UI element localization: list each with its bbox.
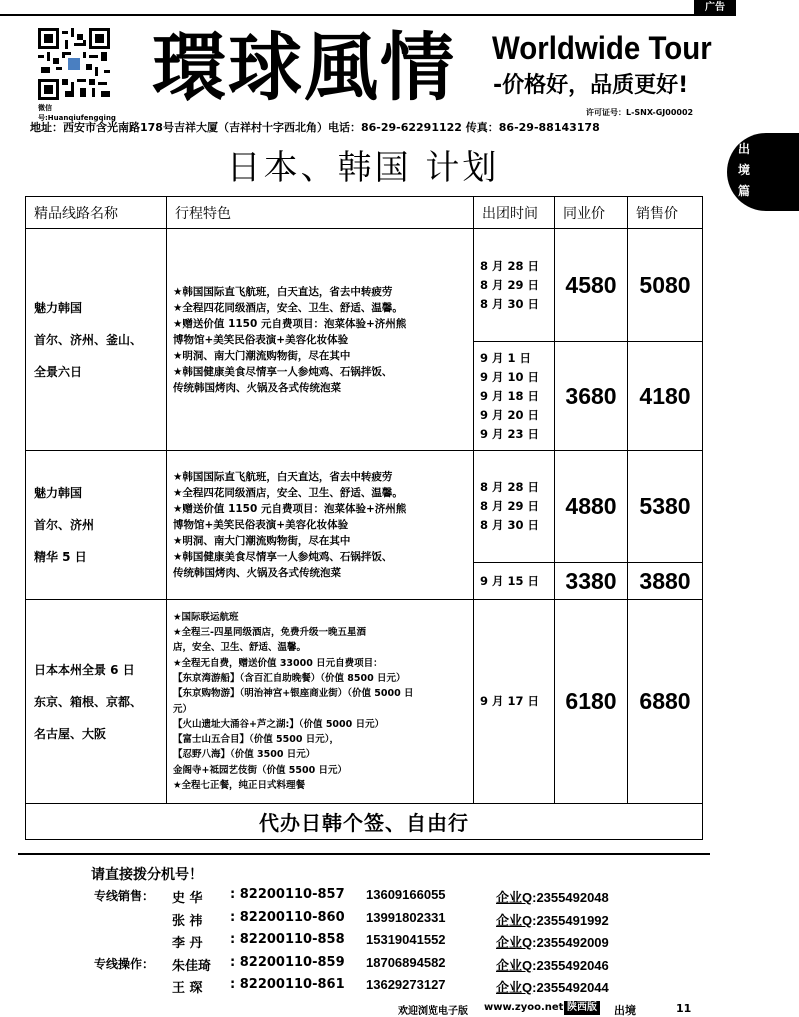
route-price-table — [25, 196, 703, 840]
contact-extension[interactable]: : 82200110-857 — [230, 887, 345, 902]
trade-price: 3380 — [555, 563, 628, 600]
departure-dates: 9 月 1 日 9 月 10 日 9 月 18 日 9 月 20 日 9 月 23 日 — [474, 342, 555, 451]
contacts-title: 请直接拨分机号！ — [91, 867, 203, 883]
contact-extension[interactable]: : 82200110-860 — [230, 909, 345, 925]
contact-qq[interactable]: 企业Q:2355492046 — [496, 957, 609, 973]
trade-price: 3680 — [555, 342, 628, 451]
qr-code-icon — [38, 28, 110, 100]
wechat-id: 微信号:Huanqiufengqing — [38, 104, 116, 122]
contact-qq[interactable]: 企业Q:2355492044 — [496, 980, 609, 995]
trade-price: 4580 — [555, 229, 628, 342]
sale-price: 4180 — [628, 342, 703, 451]
contact-mobile[interactable]: 13629273127 — [366, 977, 446, 992]
trade-price: 4880 — [555, 451, 628, 563]
departure-dates: 9 月 15 日 — [474, 563, 555, 600]
page-number: 11 — [676, 1002, 692, 1015]
contact-role: 专线操作： — [94, 956, 155, 971]
brand-english-name: Worldwide Tour — [492, 30, 712, 66]
header-trade-price: 同业价 — [555, 197, 628, 229]
contact-qq[interactable]: 企业Q:2355491992 — [496, 912, 609, 928]
slogan: -价格好，品质更好! — [493, 73, 689, 98]
contact-name: 王 琛 — [172, 981, 203, 996]
sale-price: 6880 — [628, 600, 703, 804]
section-tab — [727, 133, 799, 211]
route-features: ★国际联运航班 ★全程三-四星同级酒店，免费升级一晚五星酒 店，安全、卫生、舒适、温馨。 ★全程无自费，赠送价值 33000 日元自费项目： 【东京湾游船】（含百汇自助晚餐）（价值 8500 日元） 【东京购物游】（明治神宫+银座商业街）（价值 5000 日 元） 【火山遗址大涌谷+芦之湖:】（价值 5000 日元） 【富士山五合目】（价值 5500 日元）， 【忍野八海】（价值 3500 日元） 金阁寺+祗园艺伎街（价值 5500 日元） ★全程七正餐，纯正日式料理餐 — [167, 600, 474, 804]
contact-mobile[interactable]: 18706894582 — [366, 954, 446, 970]
section-divider — [18, 853, 710, 855]
trade-price: 6180 — [555, 600, 628, 804]
brand-name: 環球風情 — [152, 25, 456, 111]
header-route-name: 精品线路名称 — [26, 197, 167, 229]
contact-name: 李 丹 — [172, 936, 203, 951]
section-tab-label: 出 境 篇 — [737, 142, 750, 198]
sale-price: 3880 — [628, 563, 703, 600]
route-name: 魅力韩国 首尔、济州、釜山、 全景六日 — [26, 229, 167, 451]
sale-price: 5380 — [628, 451, 703, 563]
contact-mobile[interactable]: 15319041552 — [366, 932, 446, 947]
license-number: 许可证号：L-SNX-GJ00002 — [586, 108, 694, 117]
sale-price: 5080 — [628, 229, 703, 342]
departure-dates: 8 月 28 日 8 月 29 日 8 月 30 日 — [474, 451, 555, 563]
contact-qq[interactable]: 企业Q:2355492048 — [496, 890, 609, 905]
footer-browse-text: 欢迎浏览电子版 — [398, 1006, 468, 1017]
header-departure-date: 出团时间 — [474, 197, 555, 229]
route-features: ★韩国国际直飞航班，白天直达，省去中转疲劳 ★全程四花同级酒店，安全、卫生、舒适、温馨。 ★赠送价值 1150 元自费项目：泡菜体验+济州熊 博物馆+美笑民俗表演+美容化妆体验 ★明洞、南大门潮流购物街，尽在其中 ★韩国健康美食尽情享一人参炖鸡、石锅拌饭、 传统韩国烤肉、火锅及各式传统泡菜 — [167, 451, 474, 600]
visa-service-note: 代办日韩个签、自由行 — [26, 804, 703, 840]
departure-dates: 8 月 28 日 8 月 29 日 8 月 30 日 — [474, 229, 555, 342]
contact-mobile[interactable]: 13991802331 — [366, 909, 446, 925]
page-footer — [0, 1000, 799, 1017]
contact-extension[interactable]: : 82200110-858 — [230, 932, 345, 947]
contact-name: 史 华 — [172, 891, 203, 906]
contact-extension[interactable]: : 82200110-861 — [230, 977, 345, 992]
address-line: 地址：西安市含光南路178号吉祥大厦（吉祥村十字西北角）电话：86-29-62291122 传真：86-29-88143178 — [30, 121, 600, 134]
edition-badge: 陕西版 — [564, 1001, 600, 1015]
contact-role: 专线销售： — [94, 889, 155, 903]
table-row — [26, 600, 703, 804]
top-rule — [0, 14, 736, 16]
plan-title: 日本、韩国 计划 — [226, 148, 500, 188]
table-header-row — [26, 197, 703, 229]
contact-name: 朱佳琦 — [172, 958, 212, 974]
table-row — [26, 229, 703, 342]
route-name: 日本本州全景 6 日 东京、箱根、京都、 名古屋、大阪 — [26, 600, 167, 804]
route-name: 魅力韩国 首尔、济州 精华 5 日 — [26, 451, 167, 600]
footer-section-name: 出境 — [614, 1004, 636, 1017]
contact-qq[interactable]: 企业Q:2355492009 — [496, 935, 609, 950]
contact-extension[interactable]: : 82200110-859 — [230, 954, 345, 970]
departure-dates: 9 月 17 日 — [474, 600, 555, 804]
ad-tag: 广告 — [694, 0, 736, 15]
table-row — [26, 451, 703, 563]
route-features: ★韩国国际直飞航班，白天直达，省去中转疲劳 ★全程四花同级酒店，安全、卫生、舒适、温馨。 ★赠送价值 1150 元自费项目：泡菜体验+济州熊 博物馆+美笑民俗表演+美容化妆体验 ★明洞、南大门潮流购物街，尽在其中 ★韩国健康美食尽情享一人参炖鸡、石锅拌饭、 传统韩国烤肉、火锅及各式传统泡菜 — [167, 229, 474, 451]
footer-website-link[interactable]: www.zyoo.net — [484, 1002, 564, 1013]
header-features: 行程特色 — [167, 197, 474, 229]
contact-mobile[interactable]: 13609166055 — [366, 887, 446, 902]
contact-name: 张 祎 — [172, 913, 203, 929]
table-footer-row — [26, 804, 703, 840]
header-sale-price: 销售价 — [628, 197, 703, 229]
